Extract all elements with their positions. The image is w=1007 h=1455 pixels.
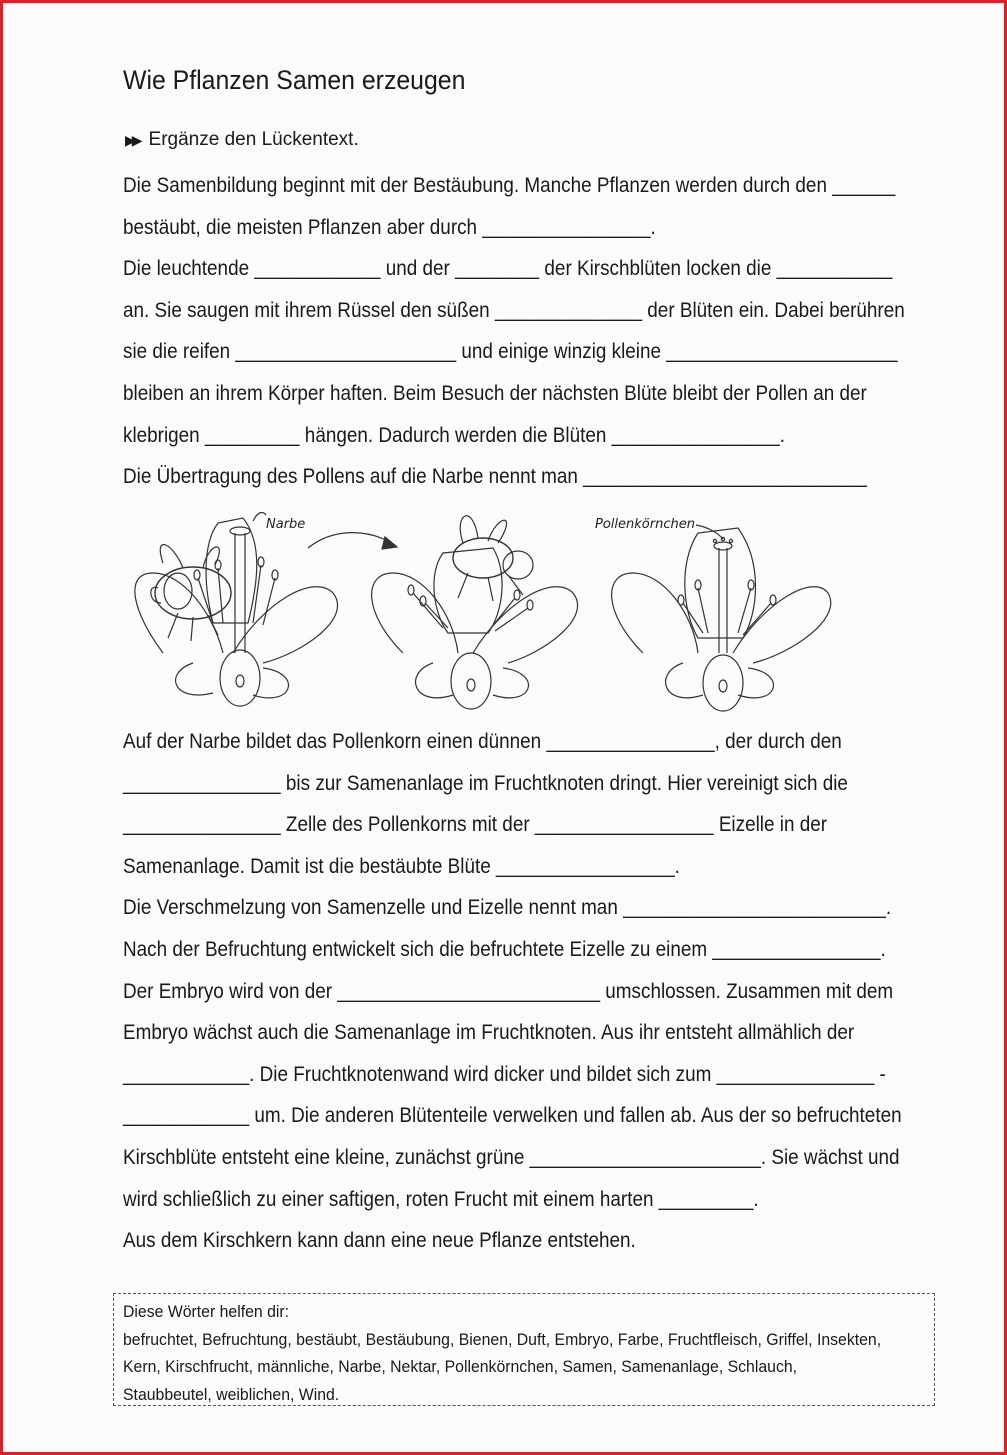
word-bank-line: Staubbeutel, weiblichen, Wind.	[123, 1384, 340, 1404]
word-bank-heading: Diese Wörter helfen dir:	[123, 1302, 290, 1321]
word-bank-line: befruchtet, Befruchtung, bestäubt, Bestäubung, Bienen, Duft, Embryo, Farbe, Fruchtfleisch, Griffel, Insekten,	[123, 1329, 882, 1349]
cloze-line: Nach der Befruchtung entwickelt sich die befruchtete Eizelle zu einem ________________.	[123, 937, 886, 961]
word-bank-box	[113, 1293, 935, 1406]
cloze-line: bleiben an ihrem Körper haften. Beim Besuch der nächsten Blüte bleibt der Pollen an der	[123, 381, 867, 405]
cloze-line: sie die reifen _____________________ und einige winzig kleine ______________________	[123, 340, 898, 364]
double-arrow-icon: ▶▶	[125, 131, 139, 148]
cloze-paragraph-1	[123, 165, 953, 498]
flower-3	[595, 517, 831, 711]
cloze-line: Samenanlage. Damit ist die bestäubte Blüte _________________.	[123, 854, 680, 878]
cloze-line: wird schließlich zu einer saftigen, roten Frucht mit einem harten _________.	[123, 1187, 759, 1211]
instruction	[125, 129, 359, 151]
instruction-text: Ergänze den Lückentext.	[148, 129, 359, 150]
cloze-line: ____________. Die Fruchtknotenwand wird dicker und bildet sich zum _______________ -	[123, 1062, 886, 1086]
cloze-line: ____________ um. Die anderen Blütenteile verwelken und fallen ab. Aus der so befruchteten	[123, 1104, 902, 1128]
cloze-line: Embryo wächst auch die Samenanlage im Fruchtknoten. Aus ihr entsteht allmählich der	[123, 1021, 855, 1045]
arrow-icon	[308, 533, 395, 548]
cloze-line: bestäubt, die meisten Pflanzen aber durch ________________.	[123, 215, 656, 239]
word-bank-line: Kern, Kirschfrucht, männliche, Narbe, Nektar, Pollenkörnchen, Samen, Samenanlage, Schlauch,	[123, 1357, 798, 1376]
cloze-line: Auf der Narbe bildet das Pollenkorn einen dünnen ________________, der durch den	[123, 730, 842, 753]
pollination-illustration	[123, 503, 843, 725]
cloze-line: Die Übertragung des Pollens auf die Narbe nennt man ___________________________	[123, 465, 867, 489]
page-title: Wie Pflanzen Samen erzeugen	[123, 65, 466, 95]
label-narbe: Narbe	[266, 517, 306, 532]
label-pollenkoernchen: Pollenkörnchen	[595, 517, 695, 532]
flower-with-bee-1	[135, 513, 338, 706]
cloze-line: _______________ bis zur Samenanlage im Fruchtknoten dringt. Hier vereinigt sich die	[123, 771, 848, 795]
cloze-paragraph-2	[123, 721, 953, 1262]
flower-with-bee-2	[372, 516, 578, 709]
cloze-line: klebrigen _________ hängen. Dadurch werden die Blüten ________________.	[123, 423, 786, 447]
cloze-line: _______________ Zelle des Pollenkorns mit der _________________ Eizelle in der	[123, 813, 828, 837]
cloze-line: an. Sie saugen mit ihrem Rüssel den süßen ______________ der Blüten ein. Dabei berühren	[123, 298, 905, 322]
cloze-line: Kirschblüte entsteht eine kleine, zunächst grüne ______________________. Sie wächst und	[123, 1145, 900, 1169]
cloze-line: Die Verschmelzung von Samenzelle und Eizelle nennt man _________________________.	[123, 896, 892, 920]
cloze-line: Die Samenbildung beginnt mit der Bestäubung. Manche Pflanzen werden durch den ______	[123, 174, 896, 197]
cloze-line: Die leuchtende ____________ und der ________ der Kirschblüten locken die ___________	[123, 257, 893, 281]
cloze-line: Aus dem Kirschkern kann dann eine neue Pflanze entstehen.	[123, 1229, 636, 1253]
flower-drawings	[123, 503, 843, 725]
cloze-line: Der Embryo wird von der _________________________ umschlossen. Zusammen mit dem	[123, 979, 894, 1003]
